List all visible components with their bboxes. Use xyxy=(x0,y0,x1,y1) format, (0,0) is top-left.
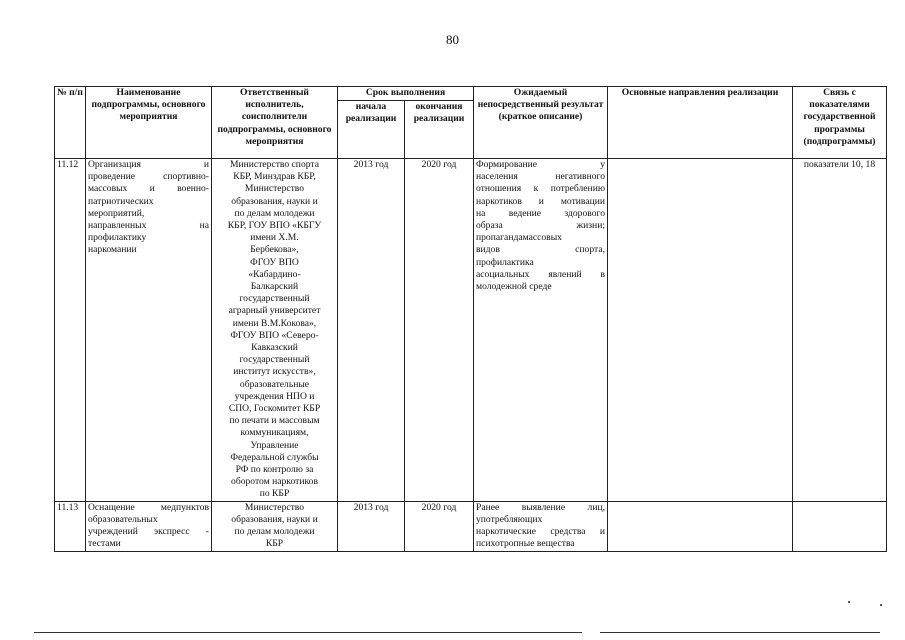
header-row-top xyxy=(55,87,887,101)
header-responsible: Ответственный исполнитель, соисполнители подпрограммы, основного мероприятия xyxy=(212,87,338,159)
row-name xyxy=(86,159,212,502)
cell-line: употребляющих xyxy=(476,513,543,525)
row-num: 11.12 xyxy=(55,159,86,502)
cell-line: Министерство спорта xyxy=(230,159,319,170)
scan-speck xyxy=(848,601,850,603)
cell-line: Организация и xyxy=(88,159,209,170)
cell-line: образования, науки и xyxy=(231,195,318,207)
header-term-start: начала реализации xyxy=(338,101,405,159)
cell-line: Формирование у xyxy=(476,159,605,170)
row-term-end: 2020 год xyxy=(405,159,474,502)
row-term-start: 2013 год xyxy=(338,159,405,502)
cell-line: государственный xyxy=(239,293,310,305)
row-result xyxy=(474,501,608,551)
cell-line: учреждений экспресс - xyxy=(88,526,209,538)
cell-line: Управление xyxy=(250,439,299,451)
cell-line: массовых и военно- xyxy=(88,183,209,195)
row-link xyxy=(793,501,887,551)
row-term-start: 2013 год xyxy=(338,501,405,551)
cell-line: ФГОУ ВПО xyxy=(250,256,299,268)
scan-speck xyxy=(880,604,882,606)
cell-line: Балкарский xyxy=(250,281,299,293)
program-table xyxy=(54,86,887,552)
cell-line: психотропные вещества xyxy=(476,538,575,550)
cell-line: образа жизни; xyxy=(476,220,605,232)
table-row xyxy=(55,501,887,551)
cell-line: Кавказский xyxy=(251,342,298,354)
cell-line: молодежной среде xyxy=(476,281,552,293)
cell-line: профилактика xyxy=(476,256,534,268)
row-name xyxy=(86,501,212,551)
header-link: Связь с показателями государственной программы (подпрограммы) xyxy=(793,87,887,159)
footer-rule-right xyxy=(600,632,880,633)
cell-line: образовательные xyxy=(239,378,310,390)
cell-line: Министерство xyxy=(244,183,305,195)
cell-line: по КБР xyxy=(259,488,290,500)
row-num: 11.13 xyxy=(55,501,86,551)
row-responsible xyxy=(212,501,338,551)
cell-line: образовательных xyxy=(88,513,158,525)
cell-line: Федеральной службы xyxy=(230,451,319,463)
header-term-end: окончания реализации xyxy=(405,101,474,159)
footer-rule-left xyxy=(34,632,582,633)
cell-line: КБР, ГОУ ВПО «КБГУ xyxy=(227,220,322,232)
cell-line: имени В.М.Кокова», xyxy=(232,317,317,329)
header-num: № п/п xyxy=(55,87,86,159)
cell-line: КБР xyxy=(265,538,284,550)
cell-line: отношения к потреблению xyxy=(476,183,605,195)
cell-line: «Кабардино- xyxy=(248,268,301,280)
cell-line: населения негативного xyxy=(476,171,605,183)
row-responsible xyxy=(212,159,338,502)
cell-line: Оснащение медпунктов xyxy=(88,501,209,513)
header-result: Ожидаемый непосредственный результат (краткое описание) xyxy=(474,87,608,159)
cell-line: профилактику xyxy=(88,232,147,244)
cell-line: Ранее выявление лиц, xyxy=(476,501,605,513)
header-term: Срок выполнения xyxy=(338,87,474,101)
cell-line: учреждения НПО и xyxy=(234,390,315,402)
cell-line: наркотические средства и xyxy=(476,526,605,538)
cell-line: тестами xyxy=(88,538,121,550)
cell-line: на ведение здорового xyxy=(476,207,605,219)
cell-line: наркомании xyxy=(88,244,137,256)
cell-line: имени Х.М. xyxy=(250,232,299,244)
cell-line: пропагандамассовых xyxy=(476,232,562,244)
cell-line: по делам молодежи xyxy=(234,207,315,219)
cell-line: Министерство xyxy=(244,501,305,513)
cell-line: КБР, Минздрав КБР, xyxy=(233,171,316,183)
cell-line: коммуникациям, xyxy=(240,427,309,439)
cell-line: оборотом наркотиков xyxy=(231,476,318,488)
row-result xyxy=(474,159,608,502)
table-row xyxy=(55,159,887,502)
cell-line: наркотиков и мотивации xyxy=(476,195,605,207)
cell-line: ФГОУ ВПО «Северо- xyxy=(230,329,319,341)
cell-line: патриотических xyxy=(88,195,154,207)
cell-line: по делам молодежи xyxy=(234,526,315,538)
row-directions xyxy=(608,501,793,551)
cell-line: видов спорта, xyxy=(476,244,605,256)
header-name: Наименование подпрограммы, основного мероприятия xyxy=(86,87,212,159)
cell-line: асоциальных явлений в xyxy=(476,268,605,280)
header-directions: Основные направления реализации xyxy=(608,87,793,159)
cell-line: РФ по контролю за xyxy=(235,464,314,476)
row-link: показатели 10, 18 xyxy=(793,159,887,502)
cell-line: государственный xyxy=(239,354,310,366)
cell-line: мероприятий, xyxy=(88,207,145,219)
cell-line: образования, науки и xyxy=(231,513,318,525)
page-number: 80 xyxy=(446,32,459,47)
cell-line: аграрный университет xyxy=(228,305,321,317)
row-term-end: 2020 год xyxy=(405,501,474,551)
cell-line: проведение спортивно- xyxy=(88,171,209,183)
cell-line: направленных на xyxy=(88,220,209,232)
cell-line: СПО, Госкомитет КБР xyxy=(228,403,321,415)
row-directions xyxy=(608,159,793,502)
cell-line: Бербекова», xyxy=(250,244,299,256)
cell-line: по печати и массовым xyxy=(229,415,320,427)
cell-line: институт искусств», xyxy=(233,366,316,378)
